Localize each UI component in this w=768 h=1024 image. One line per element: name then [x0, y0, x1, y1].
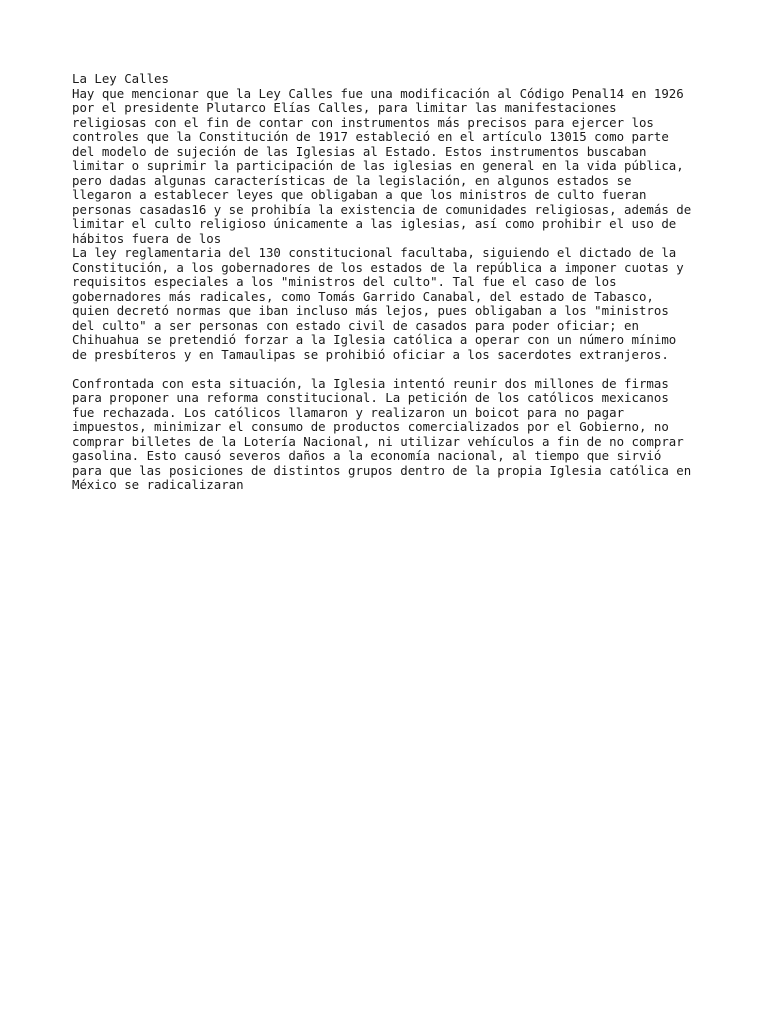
paragraph-3 — [72, 377, 712, 493]
paragraph-2 — [72, 246, 712, 362]
paragraph-3-line: fue rechazada. Los católicos llamaron y realizaron un boicot para no pagar — [72, 404, 625, 420]
paragraph-2-line: de presbíteros y en Tamaulipas se prohibió oficiar a los sacerdotes extranjeros. — [72, 346, 669, 362]
paragraph-3-line: gasolina. Esto causó severos daños a la economía nacional, al tiempo que sirvió — [72, 448, 662, 463]
document-page — [72, 72, 712, 493]
paragraph-1-line: llegaron a establecer leyes que obligaban a que los ministros de culto fueran — [72, 187, 647, 202]
paragraph-3-line: para proponer una reforma constitucional. La petición de los católicos mexicanos — [72, 390, 669, 405]
paragraph-1-line: Hay que mencionar que la Ley Calles fue una modificación al Código Penal14 en 1926 — [72, 85, 684, 101]
paragraph-2-line: quien decretó normas que iban incluso más lejos, pues obligaban a los "ministros — [72, 303, 669, 318]
paragraph-1-line: hábitos fuera de los — [72, 230, 222, 246]
paragraph-1-line: limitar el culto religioso únicamente a las iglesias, así como prohibir el uso de — [72, 216, 677, 231]
paragraph-1-line: religiosas con el fin de contar con instrumentos más precisos para ejercer los — [72, 114, 654, 130]
paragraph-2-line: Constitución, a los gobernadores de los estados de la república a imponer cuotas y — [72, 259, 684, 275]
paragraph-2-line: La ley reglamentaria del 130 constitucional facultaba, siguiendo el dictado de la — [72, 245, 677, 260]
paragraph-3-line: para que las posiciones de distintos grupos dentro de la propia Iglesia católica en — [72, 462, 692, 478]
paragraph-3-line: comprar billetes de la Lotería Nacional, ni utilizar vehículos a fin de no comprar — [72, 433, 684, 449]
paragraph-3-line: Confrontada con esta situación, la Iglesia intentó reunir dos millones de firmas — [72, 375, 669, 391]
paragraph-1-line: por el presidente Plutarco Elías Calles, para limitar las manifestaciones — [72, 100, 617, 115]
paragraph-2-line: requisitos especiales a los "ministros del culto". Tal fue el caso de los — [72, 274, 617, 289]
paragraph-1 — [72, 87, 712, 247]
paragraph-3-line: impuestos, minimizar el consumo de productos comercializados por el Gobierno, no — [72, 419, 669, 434]
paragraph-3-line: México se radicalizaran — [72, 477, 244, 492]
paragraph-spacer — [72, 362, 712, 377]
document-title: La Ley Calles — [72, 71, 169, 86]
paragraph-1-line: pero dadas algunas características de la legislación, en algunos estados se — [72, 172, 632, 188]
paragraph-1-line: limitar o suprimir la participación de las iglesias en general en la vida pública, — [72, 158, 684, 173]
paragraph-1-line: del modelo de sujeción de las Iglesias al Estado. Estos instrumentos buscaban — [72, 143, 647, 159]
paragraph-2-line: Chihuahua se pretendió forzar a la Iglesia católica a operar con un número mínimo — [72, 332, 677, 347]
paragraph-1-line: personas casadas16 y se prohibía la existencia de comunidades religiosas, además de — [72, 201, 692, 217]
paragraph-2-line: gobernadores más radicales, como Tomás Garrido Canabal, del estado de Tabasco, — [72, 288, 654, 304]
paragraph-1-line: controles que la Constitución de 1917 estableció en el artículo 13015 como parte — [72, 129, 669, 144]
paragraph-2-line: del culto" a ser personas con estado civil de casados para poder oficiar; en — [72, 317, 639, 333]
